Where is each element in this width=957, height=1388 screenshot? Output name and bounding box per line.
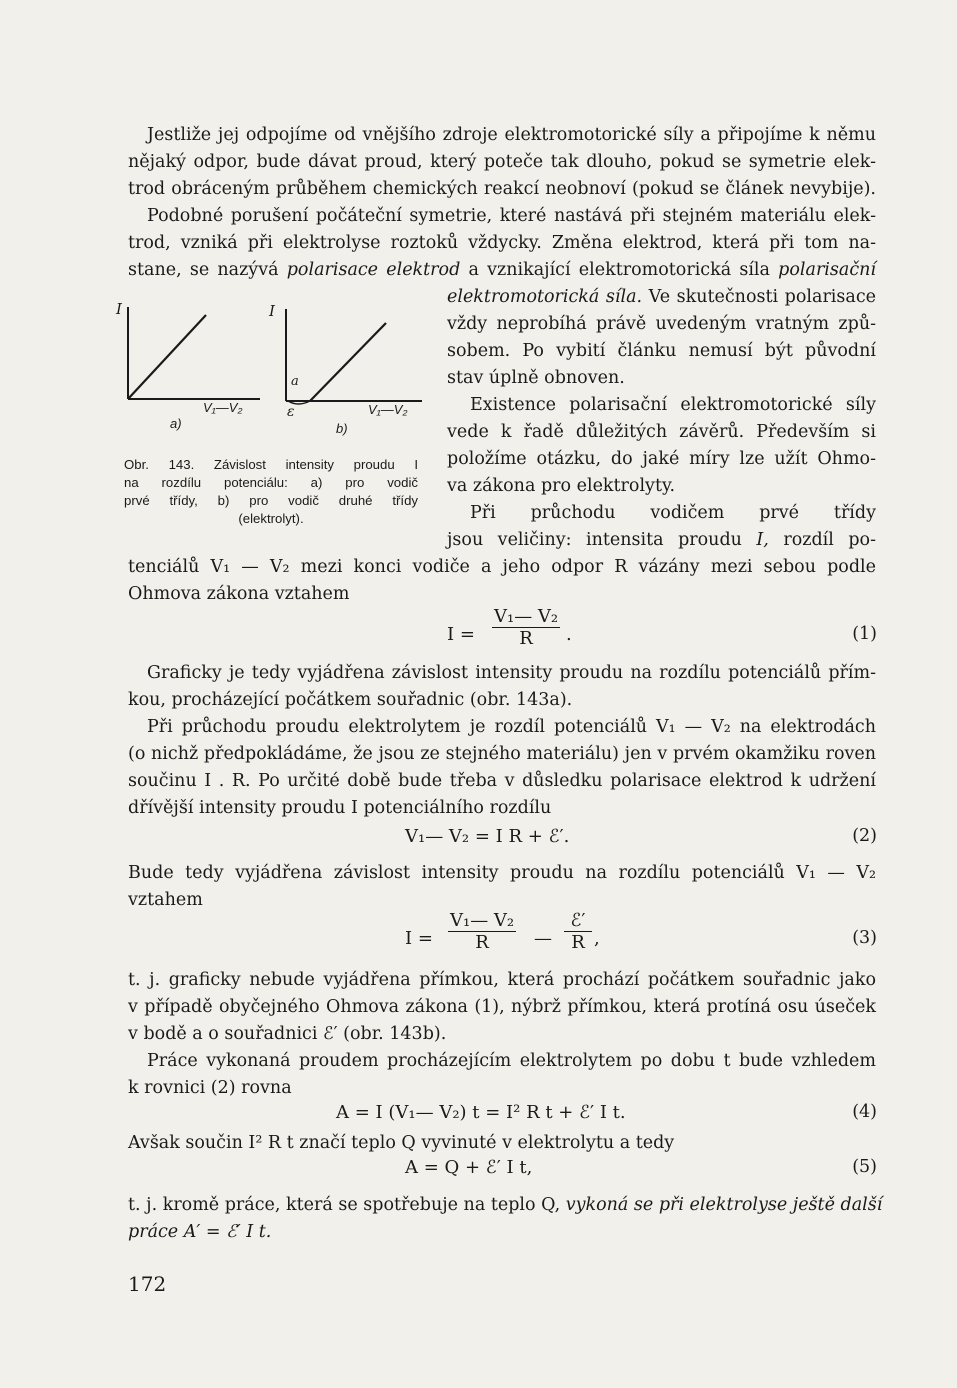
text-line: stav úplně obnoven. — [447, 368, 625, 388]
graph-b — [286, 309, 422, 404]
term-polarisacni: polarisační — [778, 260, 876, 280]
emphasis-text: vykoná se při elektrolyse ještě další — [565, 1195, 883, 1215]
eq3-denominator-2: R — [571, 932, 585, 953]
term-elektromotoricka-sila: elektromotorická síla. — [447, 287, 643, 307]
text-line: vede k řadě důležitých závěrů. Především si — [447, 422, 876, 442]
text-span: jsou veličiny: intensita proudu — [447, 530, 742, 550]
text-line — [128, 1219, 876, 1245]
symbol-I: I, — [756, 530, 769, 550]
fig-label-V-b: V₁—V₂ — [368, 402, 408, 417]
eq4-number: (4) — [852, 1102, 877, 1122]
text-span: rozdíl po- — [783, 530, 876, 550]
text-line: Existence polarisační elektromotorické síly — [470, 395, 876, 415]
text-line: Jestliže jej odpojíme od vnějšího zdroje elektromotorické síly a připojíme k němu — [147, 125, 876, 145]
text-line: součinu I . R. Po určité době bude třeba v důsledku polarisace elektrod k udržení — [128, 771, 876, 791]
graph-a — [128, 307, 260, 399]
text-line: v bodě a o souřadnici ℰ′ (obr. 143b). — [128, 1024, 447, 1044]
fig-label-I-a: I — [116, 300, 122, 318]
text-line — [447, 284, 876, 310]
figure-caption-line: prvé třídy, b) pro vodič druhé třídy — [124, 493, 418, 508]
eq3-minus: — — [534, 928, 552, 949]
text-line — [128, 257, 876, 283]
eq2-number: (2) — [852, 826, 877, 846]
figure-caption-line: Obr. 143. Závislost intensity proudu I — [124, 457, 418, 472]
figure-caption-line: (elektrolyt). — [238, 511, 304, 526]
eq3-tail: , — [594, 928, 600, 949]
fig-label-b-panel: b) — [336, 421, 348, 436]
eq3-number: (3) — [852, 928, 877, 948]
eq1-numerator: V₁— V₂ — [494, 606, 559, 627]
text-line: Podobné porušení počáteční symetrie, které nastává při stejném materiálu elek- — [147, 206, 876, 226]
eq1-fraction — [492, 606, 560, 649]
text-line: Graficky je tedy vyjádřena závislost intensity proudu na rozdílu potenciálů přím- — [147, 663, 876, 683]
eq3-numerator-1: V₁— V₂ — [450, 910, 515, 931]
text-line — [447, 527, 876, 553]
term-polarisace-elektrod: polarisace elektrod — [286, 260, 461, 280]
eq2-body: V₁— V₂ = I R + ℰ′. — [405, 826, 570, 847]
text-line: (o nichž předpokládáme, že jsou ze stejného materiálu) jen v prvém okamžiku roven — [128, 744, 876, 764]
fig-label-epsilon: ε — [287, 404, 295, 420]
eq1-tail: . — [566, 624, 572, 645]
text-line: Avšak součin I² R t značí teplo Q vyvinuté v elektrolytu a tedy — [128, 1133, 675, 1153]
text-line: t. j. graficky nebude vyjádřena přímkou, která prochází počátkem souřadnic jako — [128, 970, 876, 990]
text-line: nějaký odpor, bude dávat proud, který poteče tak dlouho, pokud se symetrie elek- — [128, 152, 876, 172]
fig-label-V-a: V₁—V₂ — [203, 400, 243, 415]
text-line: sobem. Po vybití článku nemusí být původní — [447, 341, 876, 361]
text-line: k rovnici (2) rovna — [128, 1078, 292, 1098]
text-span: t. j. kromě práce, která se spotřebuje na teplo Q, — [128, 1195, 561, 1215]
text-line: Při průchodu vodičem prvé třídy — [470, 503, 876, 523]
page-number: 172 — [128, 1272, 167, 1296]
text-line: vztahem — [128, 890, 203, 910]
eq3-fraction-1 — [448, 910, 516, 953]
eq1-denominator: R — [519, 628, 533, 649]
emphasis-text: práce A′ = ℰ′ I t. — [128, 1222, 272, 1242]
text-line: trod obráceným průběhem chemických reakcí neobnoví (pokud se článek nevybije). — [128, 179, 876, 199]
eq3-fraction-2 — [564, 910, 592, 953]
figure-caption-line: na rozdílu potenciálu: a) pro vodič — [124, 475, 418, 490]
fig-label-point-a: a — [291, 374, 299, 389]
text-line: Práce vykonaná proudem procházejícím elektrolytem po dobu t bude vzhledem — [147, 1051, 876, 1071]
text-span: Ve skutečnosti polarisace — [648, 287, 876, 307]
text-line: dřívější intensity proudu I potenciálního rozdílu — [128, 798, 552, 818]
text-line: kou, procházející počátkem souřadnic (obr. 143a). — [128, 690, 573, 710]
text-line: trod, vzniká při elektrolyse roztoků vždycky. Změna elektrod, která při tom na- — [128, 233, 876, 253]
text-span: stane, se nazývá — [128, 260, 279, 280]
eq3-numerator-2: ℰ′ — [570, 910, 586, 931]
eq1-number: (1) — [852, 624, 877, 644]
text-line: Bude tedy vyjádřena závislost intensity proudu na rozdílu potenciálů V₁ — V₂ — [128, 863, 876, 883]
eq1-lhs: I = — [447, 624, 475, 645]
text-line: vždy neprobíhá právě uvedeným vratným způ- — [447, 314, 876, 334]
text-line: v případě obyčejného Ohmova zákona (1), nýbrž přímkou, která protíná osu úseček — [128, 997, 876, 1017]
fig-label-a-panel: a) — [170, 416, 182, 431]
text-line: Ohmova zákona vztahem — [128, 584, 350, 604]
line-b — [310, 323, 386, 401]
text-line: tenciálů V₁ — V₂ mezi konci vodiče a jeho odpor R vázány mezi sebou podle — [128, 557, 876, 577]
fig-label-I-b: I — [269, 302, 275, 320]
line-a — [128, 315, 206, 399]
eq3-lhs: I = — [405, 928, 433, 949]
text-span: a vznikající elektromotorická síla — [468, 260, 770, 280]
text-line — [128, 1192, 883, 1218]
eq5-number: (5) — [852, 1157, 877, 1177]
eq5-body: A = Q + ℰ′ I t, — [405, 1157, 533, 1178]
eq3-denominator-1: R — [475, 932, 489, 953]
text-line: položíme otázku, do jaké míry lze užít Ohmo- — [447, 449, 876, 469]
eq4-body: A = I (V₁— V₂) t = I² R t + ℰ′ I t. — [336, 1102, 626, 1123]
text-line: Při průchodu proudu elektrolytem je rozdíl potenciálů V₁ — V₂ na elektrodách — [147, 717, 876, 737]
text-line: va zákona pro elektrolyty. — [447, 476, 676, 496]
